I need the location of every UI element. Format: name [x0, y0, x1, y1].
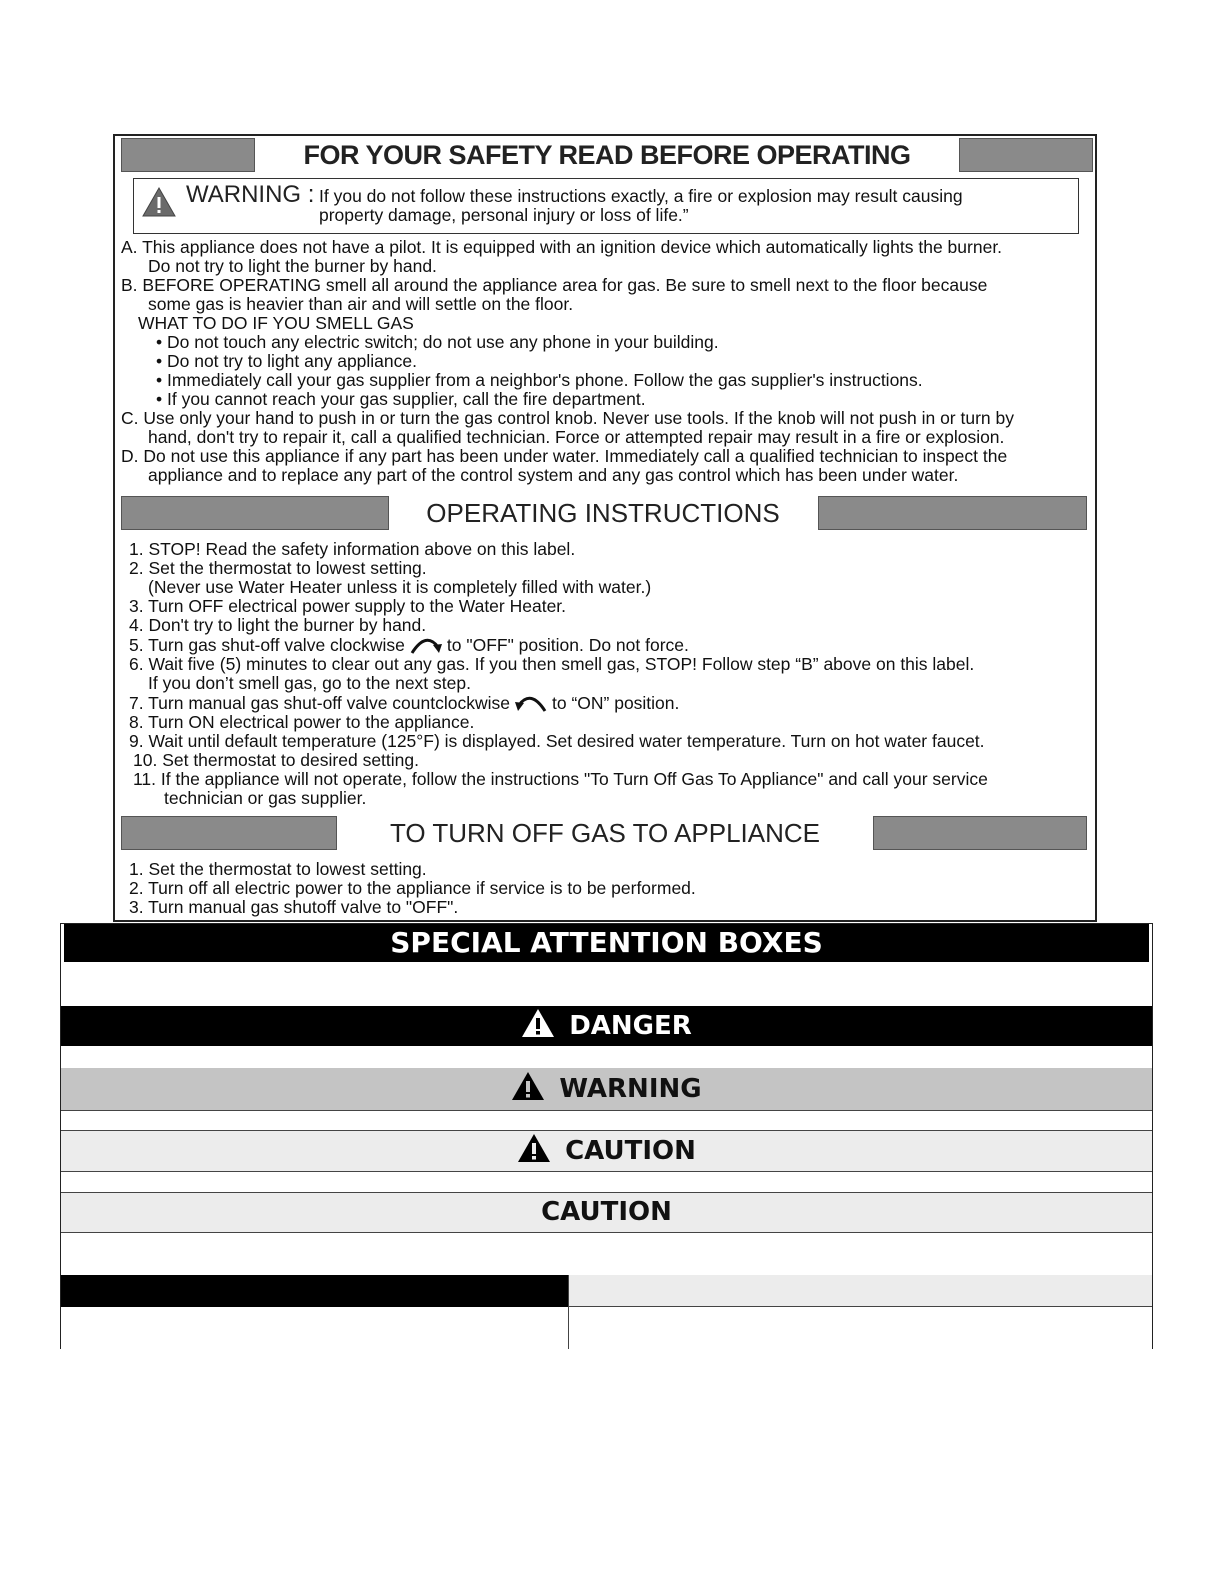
header-bar-left [121, 138, 255, 172]
step-item: 8. Turn ON electrical power to the appliance. [129, 712, 475, 732]
warning-box [133, 178, 1079, 234]
attention-title: SPECIAL ATTENTION BOXES [61, 924, 1152, 962]
special-attention-boxes [60, 923, 1153, 1349]
text-line: hand, don't try to repair it, call a qualified technician. Force or attempted repair may result in a fire or explosion. [148, 427, 1005, 447]
step-item [121, 635, 1089, 655]
clockwise-arrow-icon [409, 635, 443, 655]
turnoff-header [121, 816, 1086, 852]
warning-triangle-icon [511, 1071, 545, 1101]
blank-row [61, 962, 1152, 1006]
header-bar-left [121, 496, 389, 530]
text-line: D. Do not use this appliance if any part has been under water. Immediately call a qualified technician to inspect the [121, 446, 1008, 466]
header-bar-right [959, 138, 1093, 172]
safety-label [113, 134, 1097, 922]
step-text: 7. Turn manual gas shut-off valve countclockwise [129, 693, 510, 713]
bullet-item: • Immediately call your gas supplier from a neighbor's phone. Follow the gas supplier's instructions. [156, 370, 923, 390]
step-item [121, 693, 1089, 713]
bullet-item: • Do not touch any electric switch; do not use any phone in your building. [156, 332, 719, 352]
step-item: 1. STOP! Read the safety information above on this label. [129, 539, 576, 559]
caution-label: CAUTION [565, 1136, 696, 1166]
warning-text-line: property damage, personal injury or loss of life.” [319, 205, 689, 225]
bullet-item: • If you cannot reach your gas supplier, call the fire department. [156, 389, 646, 409]
step-text: 5. Turn gas shut-off valve clockwise [129, 635, 405, 655]
operating-title: OPERATING INSTRUCTIONS [426, 498, 780, 528]
step-item: 11. If the appliance will not operate, follow the instructions "To Turn Off Gas To Appliance" and call your service [133, 769, 988, 789]
caution-plain-label: CAUTION [541, 1197, 672, 1227]
step-item: If you don’t smell gas, go to the next step. [148, 673, 471, 693]
text-line: WHAT TO DO IF YOU SMELL GAS [138, 313, 414, 333]
step-item: 6. Wait five (5) minutes to clear out any gas. If you then smell gas, STOP! Follow step “B” above on this label. [129, 654, 975, 674]
caution-icon-header [61, 1130, 1152, 1172]
operating-header [121, 496, 1086, 532]
blank-row [61, 1233, 1152, 1275]
warning-text [319, 187, 1059, 225]
safety-title: FOR YOUR SAFETY READ BEFORE OPERATING [303, 140, 911, 170]
caution-plain-header [61, 1192, 1152, 1233]
text-line: A. This appliance does not have a pilot. It is equipped with an ignition device which automatically lights the burner. [121, 237, 1003, 257]
text-line: Do not try to light the burner by hand. [148, 256, 437, 276]
blank-row [61, 1172, 1152, 1192]
counterclockwise-arrow-icon [514, 693, 548, 713]
step-item: 2. Set the thermostat to lowest setting. [129, 558, 427, 578]
notice-gray-cell [568, 1275, 1152, 1307]
step-item: 9. Wait until default temperature (125°F) is displayed. Set desired water temperature. Turn on hot water faucet. [129, 731, 985, 751]
notice-left-body [61, 1307, 568, 1349]
step-text: to "OFF" position. Do not force. [446, 635, 689, 655]
caution-triangle-icon [517, 1133, 551, 1163]
blank-row [61, 1110, 1152, 1130]
step-item: 3. Turn manual gas shutoff valve to "OFF". [129, 897, 459, 917]
safety-body [121, 238, 1089, 485]
step-item: 2. Turn off all electric power to the appliance if service is to be performed. [129, 878, 696, 898]
warning-label: WARNING : [186, 181, 315, 208]
step-item: 1. Set the thermostat to lowest setting. [129, 859, 427, 879]
header-bar-right [873, 816, 1087, 850]
turnoff-body [121, 860, 1089, 917]
warning-triangle-icon [142, 187, 176, 217]
warning-label: WARNING [559, 1074, 702, 1104]
turnoff-title: TO TURN OFF GAS TO APPLIANCE [389, 818, 821, 848]
bullet-item: • Do not try to light any appliance. [156, 351, 417, 371]
text-line: some gas is heavier than air and will settle on the floor. [148, 294, 574, 314]
header-bar-left [121, 816, 337, 850]
warning-header [61, 1068, 1152, 1110]
danger-header [61, 1006, 1152, 1046]
danger-label: DANGER [569, 1011, 692, 1041]
text-line: appliance and to replace any part of the control system and any gas control which has been under water. [148, 465, 959, 485]
step-item: (Never use Water Heater unless it is completely filled with water.) [148, 577, 652, 597]
warning-text-line: If you do not follow these instructions exactly, a fire or explosion may result causing [319, 186, 963, 206]
notice-black-cell [61, 1275, 568, 1307]
header-bar-right [818, 496, 1087, 530]
safety-header [121, 138, 1086, 174]
step-item: 4. Don't try to light the burner by hand. [129, 615, 427, 635]
text-line: C. Use only your hand to push in or turn the gas control knob. Never use tools. If the knob will not push in or turn by [121, 408, 1014, 428]
danger-triangle-icon [521, 1008, 555, 1038]
step-item: technician or gas supplier. [164, 788, 367, 808]
operating-body [121, 540, 1089, 808]
step-item: 10. Set thermostat to desired setting. [133, 750, 419, 770]
blank-row [61, 1046, 1152, 1068]
step-text: to “ON” position. [551, 693, 680, 713]
step-item: 3. Turn OFF electrical power supply to the Water Heater. [129, 596, 567, 616]
notice-right-body [568, 1307, 1152, 1349]
text-line: B. BEFORE OPERATING smell all around the appliance area for gas. Be sure to smell next to the floor because [121, 275, 988, 295]
